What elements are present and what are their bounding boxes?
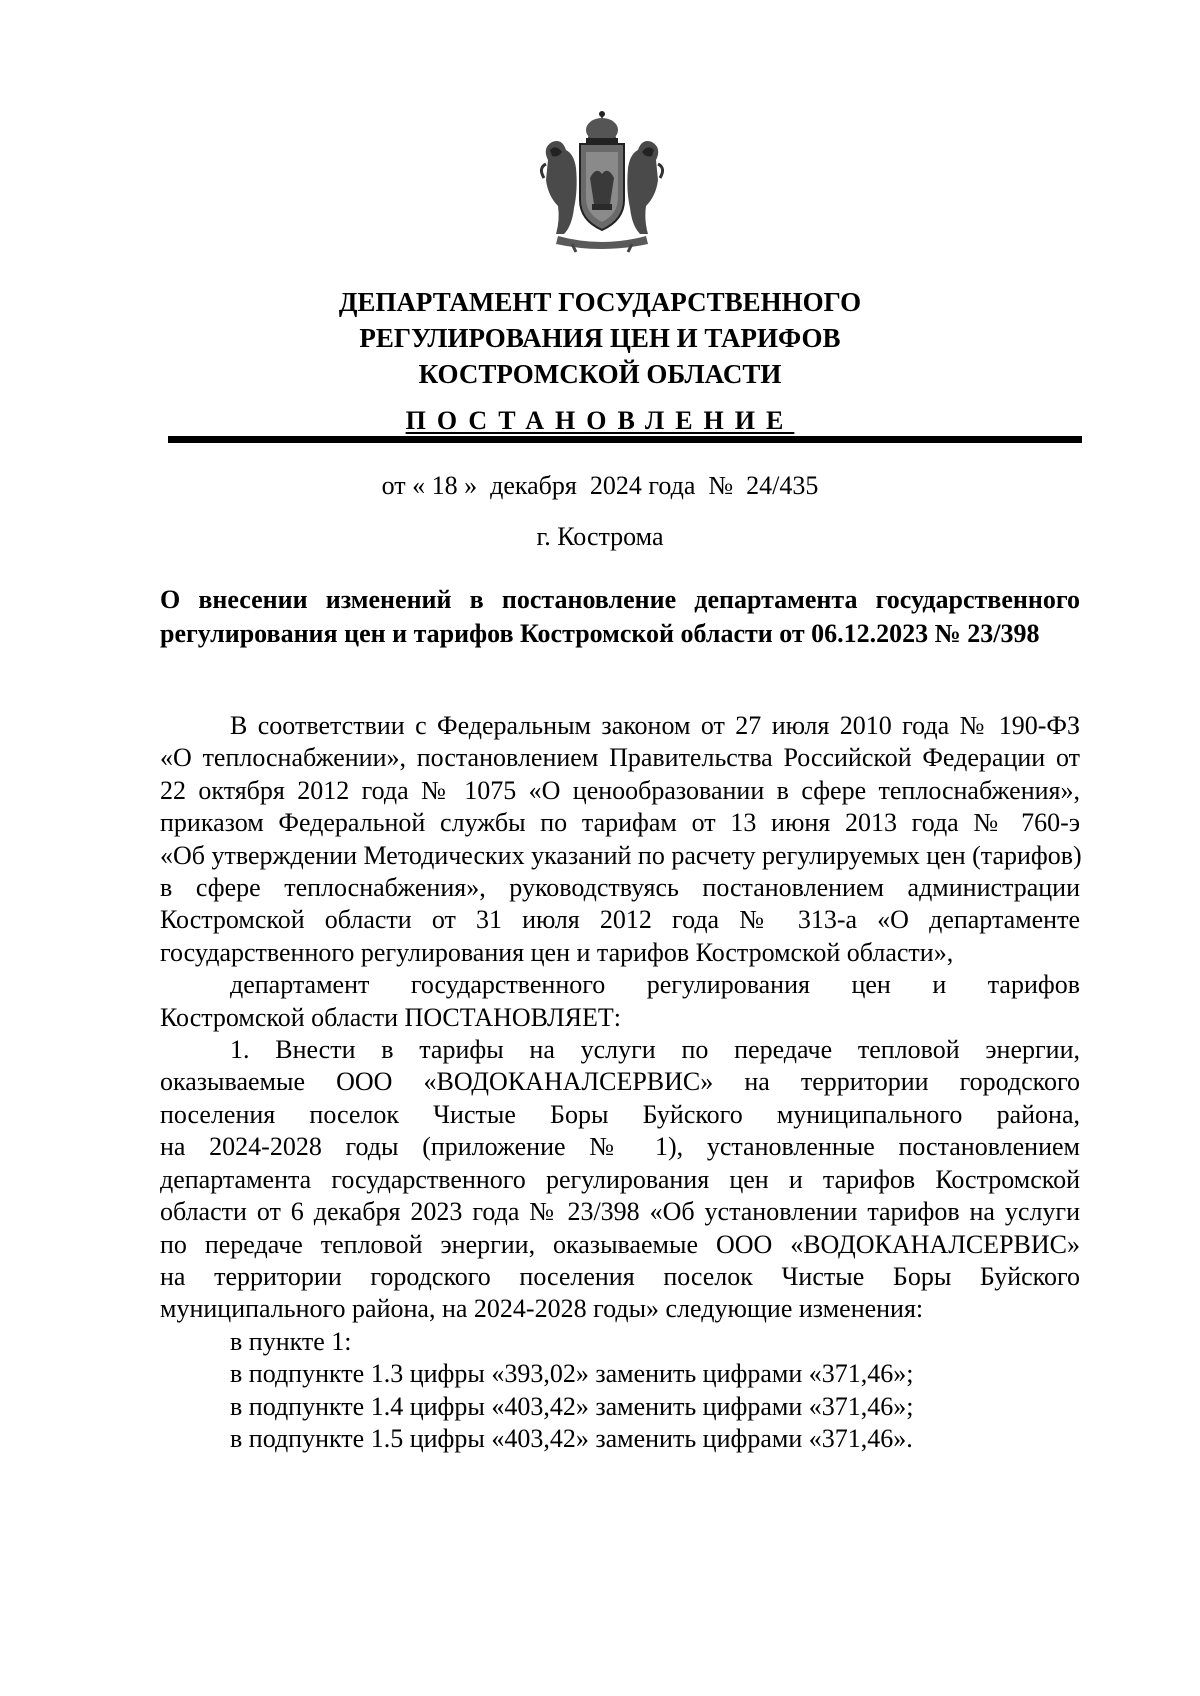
body-line: в подпункте 1.4 цифры «403,42» заменить цифрами «371,46»; [230,1391,914,1421]
document-type-heading: ПОСТАНОВЛЕНИЕ [405,406,795,435]
body-line: на 2024-2028 годы (приложение № 1), установленные постановлением [160,1132,1080,1162]
header-divider [168,436,1082,443]
body-line: 1. Внести в тарифы на услуги по передаче тепловой энергии, [230,1035,1080,1065]
body-line: государственного регулирования цен и тарифов Костромской области», [160,937,954,967]
body-line: поселения поселок Чистые Боры Буйского муниципального района, [160,1099,1080,1129]
body-line: на территории городского поселения поселок Чистые Боры Буйского [160,1261,1080,1291]
document-body [160,710,1080,1455]
title-line: регулирования цен и тарифов Костромской области от 06.12.2023 № 23/398 [160,619,1040,648]
department-name [200,284,1000,392]
body-line: муниципального района, на 2024-2028 годы» следующие изменения: [160,1294,924,1324]
title-line: О внесении изменений в постановление департамента государственного [160,585,1080,614]
document-title [160,583,1080,651]
body-line: в сфере теплоснабжения», руководствуясь постановлением администрации [160,873,1080,903]
body-line: «Об утверждении Методических указаний по расчету регулируемых цен (тарифов) [160,840,1082,870]
body-line: департамент государственного регулирования цен и тарифов [230,970,1080,1000]
body-line: области от 6 декабря 2023 года № 23/398 «Об установлении тарифов на услуги [160,1197,1080,1227]
body-line: В соответствии с Федеральным законом от 27 июля 2010 года № 190-ФЗ [230,711,1080,740]
body-line: в подпункте 1.3 цифры «393,02» заменить цифрами «371,46»; [230,1359,914,1389]
department-line: КОСТРОМСКОЙ ОБЛАСТИ [418,359,782,389]
department-line: ДЕПАРТАМЕНТ ГОСУДАРСТВЕННОГО [338,287,862,317]
body-line: в подпункте 1.5 цифры «403,42» заменить цифрами «371,46». [230,1423,913,1453]
body-line: в пункте 1: [230,1326,352,1356]
body-line: по передаче тепловой энергии, оказываемые ООО «ВОДОКАНАЛСЕРВИС» [160,1229,1080,1259]
body-line: «О теплоснабжении», постановлением Правительства Российской Федерации от [160,743,1080,773]
document-city: г. Кострома [536,522,664,551]
body-line: приказом Федеральной службы по тарифам от 13 июня 2013 года № 760-э [160,808,1080,838]
department-line: РЕГУЛИРОВАНИЯ ЦЕН И ТАРИФОВ [359,323,841,353]
kostroma-coat-of-arms-icon [536,108,668,253]
body-line: оказываемые ООО «ВОДОКАНАЛСЕРВИС» на территории городского [160,1067,1080,1097]
body-line: Костромской области от 31 июля 2012 года № 313-а «О департаменте [160,905,1080,935]
body-line: департамента государственного регулирования цен и тарифов Костромской [160,1164,1080,1194]
body-line: Костромской области ПОСТАНОВЛЯЕТ: [160,1002,621,1032]
document-date-number: от « 18 » декабря 2024 года № 24/435 [381,471,819,500]
body-line: 22 октября 2012 года № 1075 «О ценообразовании в сфере теплоснабжения», [160,775,1080,805]
